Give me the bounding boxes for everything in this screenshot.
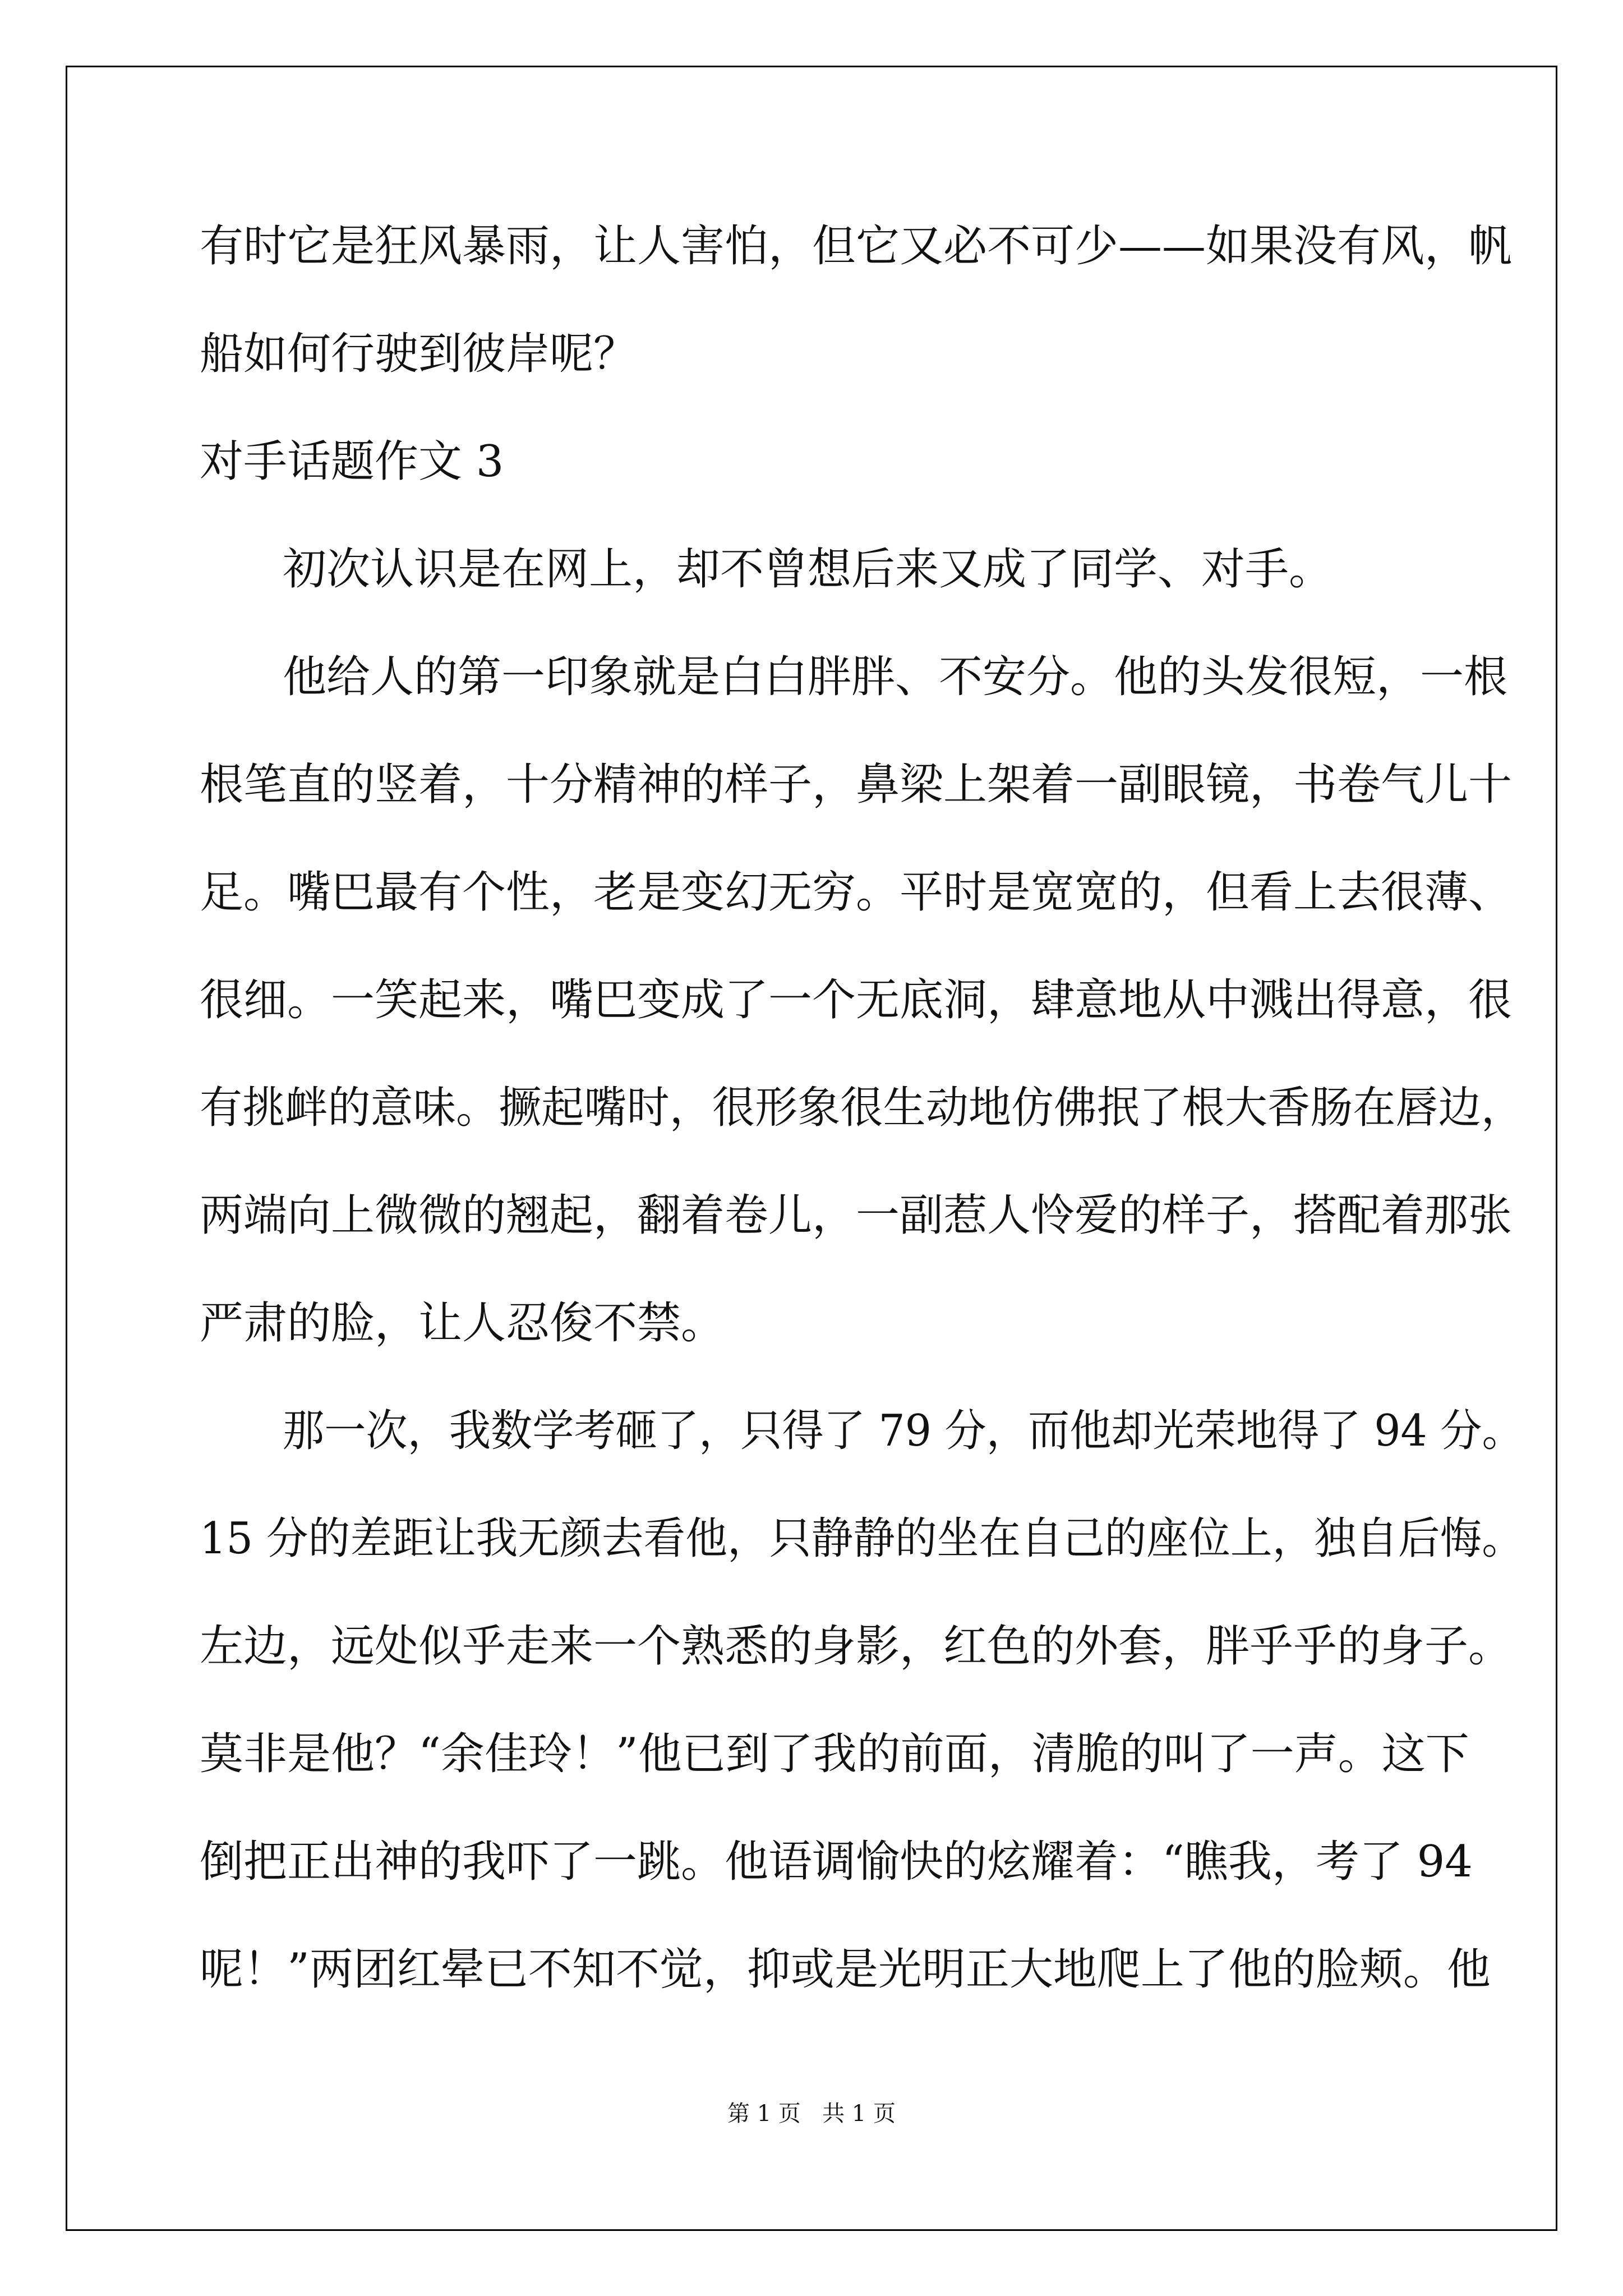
page-border [66, 66, 1557, 2231]
text-line: 很细。一笑起来，嘴巴变成了一个无底洞，肆意地从中溅出得意，很 [200, 975, 1513, 1025]
page-footer: 第 1 页 共 1 页 [727, 2101, 896, 2127]
text-line: 倒把正出神的我吓了一跳。他语调愉快的炫耀着：“瞧我，考了 94 [200, 1837, 1473, 1887]
text-line: 呢！”两团红晕已不知不觉，抑或是光明正大地爬上了他的脸颊。他 [200, 1944, 1491, 1995]
text-line: 有挑衅的意味。撅起嘴时，很形象很生动地仿佛抿了根大香肠在唇边， [200, 1083, 1524, 1133]
section-heading: 对手话题作文 3 [200, 436, 504, 487]
text-line: 两端向上微微的翘起，翻着卷儿，一副惹人怜爱的样子，搭配着那张 [200, 1190, 1513, 1241]
paragraph-start: 那一次，我数学考砸了，只得了 79 分，而他却光荣地得了 94 分。 [283, 1406, 1524, 1456]
paragraph-start: 初次认识是在网上，却不曾想后来又成了同学、对手。 [283, 544, 1333, 595]
text-line: 足。嘴巴最有个性，老是变幻无穷。平时是宽宽的，但看上去很薄、 [200, 867, 1513, 918]
paragraph-start: 他给人的第一印象就是白白胖胖、不安分。他的头发很短，一根 [283, 652, 1508, 702]
text-line: 船如何行驶到彼岸呢？ [200, 329, 638, 379]
text-line: 严肃的脸，让人忍俊不禁。 [200, 1298, 725, 1349]
text-line: 左边，远处似乎走来一个熟悉的身影，红色的外套，胖乎乎的身子。 [200, 1621, 1513, 1672]
text-line: 莫非是他？“余佳玲！”他已到了我的前面，清脆的叫了一声。这下 [200, 1729, 1469, 1779]
text-line: 有时它是狂风暴雨，让人害怕，但它又必不可少——如果没有风，帆 [200, 221, 1513, 272]
text-line: 15 分的差距让我无颜去看他，只静静的坐在自己的座位上，独自后悔。 [200, 1513, 1524, 1564]
text-line: 根笔直的竖着，十分精神的样子，鼻梁上架着一副眼镜，书卷气儿十 [200, 760, 1513, 810]
